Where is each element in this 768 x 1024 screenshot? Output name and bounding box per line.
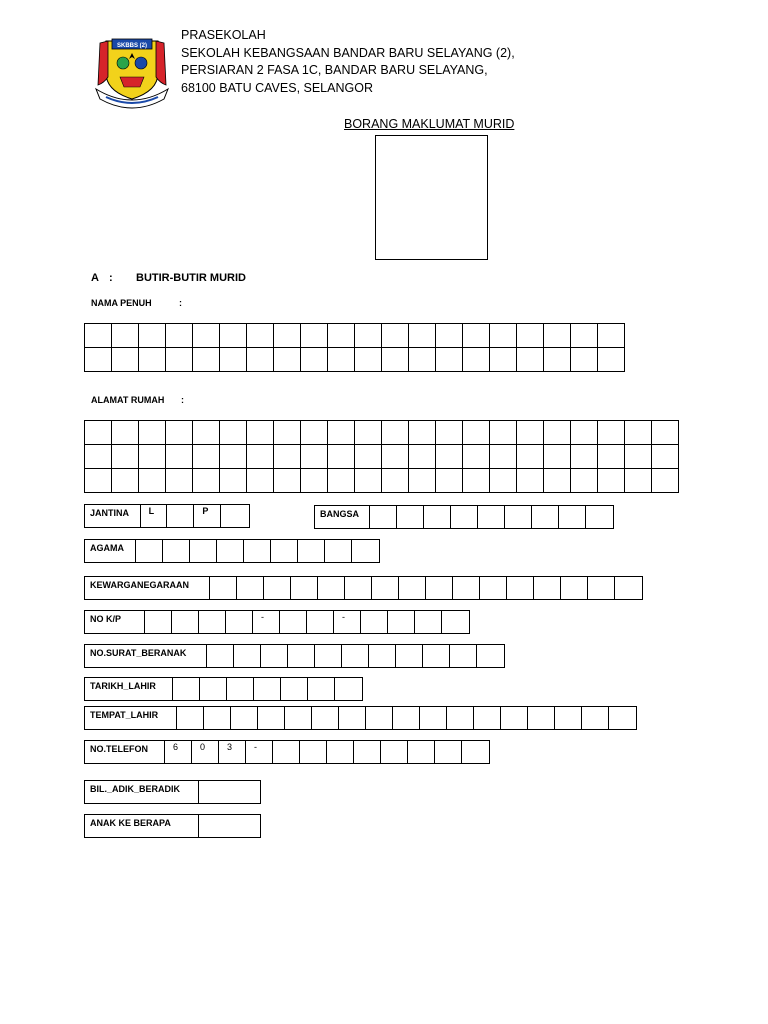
alamat-rumah-cell[interactable] (166, 421, 193, 445)
alamat-rumah-cell[interactable] (571, 421, 598, 445)
tarikh-lahir-box[interactable] (308, 678, 335, 700)
kewarganegaraan-box[interactable] (507, 577, 534, 599)
no-telefon-label: NO.TELEFON (85, 741, 165, 763)
alamat-rumah-cell[interactable] (220, 421, 247, 445)
bangsa-row (314, 505, 614, 529)
no-kp-box[interactable] (145, 611, 172, 633)
agama-box[interactable] (352, 540, 379, 562)
no-telefon-box[interactable]: 0 (192, 741, 219, 763)
alamat-rumah-cell[interactable] (355, 445, 382, 469)
nama-penuh-cell[interactable] (463, 324, 490, 348)
no-surat-beranak-box[interactable] (369, 645, 396, 667)
kewarganegaraan-box[interactable] (264, 577, 291, 599)
nama-penuh-cell[interactable] (85, 324, 112, 348)
nama-penuh-cell[interactable] (301, 324, 328, 348)
nama-penuh-label (91, 298, 182, 308)
alamat-rumah-cell[interactable] (382, 469, 409, 493)
no-surat-beranak-label: NO.SURAT_BERANAK (85, 645, 207, 667)
no-surat-beranak-box[interactable] (261, 645, 288, 667)
no-surat-beranak-row (84, 644, 505, 668)
alamat-rumah-cell[interactable] (598, 469, 625, 493)
nama-penuh-grid (84, 323, 625, 372)
no-surat-beranak-box[interactable] (288, 645, 315, 667)
section-letter: A (91, 272, 99, 284)
anak-ke-berapa-box[interactable] (199, 815, 260, 837)
alamat-rumah-cell[interactable] (139, 445, 166, 469)
alamat-rumah-cell[interactable] (85, 421, 112, 445)
no-kp-row (84, 610, 470, 634)
alamat-rumah-cell[interactable] (463, 421, 490, 445)
nama-penuh-cell[interactable] (517, 324, 544, 348)
kewarganegaraan-box[interactable] (345, 577, 372, 599)
kewarganegaraan-box[interactable] (291, 577, 318, 599)
bangsa-box[interactable] (451, 506, 478, 528)
alamat-rumah-cell[interactable] (409, 469, 436, 493)
nama-penuh-cell[interactable] (139, 348, 166, 372)
no-surat-beranak-box[interactable] (477, 645, 504, 667)
tarikh-lahir-box[interactable] (281, 678, 308, 700)
alamat-rumah-cell[interactable] (571, 445, 598, 469)
tempat-lahir-box[interactable] (609, 707, 636, 729)
no-telefon-box[interactable]: 6 (165, 741, 192, 763)
tarikh-lahir-box[interactable] (200, 678, 227, 700)
alamat-rumah-cell[interactable] (112, 445, 139, 469)
alamat-rumah-cell[interactable] (436, 469, 463, 493)
alamat-rumah-cell[interactable] (436, 445, 463, 469)
agama-box[interactable] (217, 540, 244, 562)
nama-penuh-cell[interactable] (490, 324, 517, 348)
tempat-lahir-box[interactable] (474, 707, 501, 729)
header-line-postcode: 68100 BATU CAVES, SELANGOR (181, 80, 373, 95)
nama-penuh-cell[interactable] (517, 348, 544, 372)
agama-label: AGAMA (85, 540, 136, 562)
nama-penuh-cell[interactable] (112, 324, 139, 348)
alamat-rumah-cell[interactable] (85, 469, 112, 493)
nama-penuh-colon: : (179, 298, 182, 308)
alamat-rumah-cell[interactable] (490, 445, 517, 469)
alamat-rumah-cell[interactable] (247, 469, 274, 493)
alamat-rumah-cell[interactable] (382, 445, 409, 469)
alamat-rumah-cell[interactable] (436, 421, 463, 445)
alamat-rumah-cell[interactable] (301, 469, 328, 493)
tarikh-lahir-box[interactable] (254, 678, 281, 700)
agama-box[interactable] (271, 540, 298, 562)
alamat-rumah-cell[interactable] (166, 445, 193, 469)
nama-penuh-cell[interactable] (328, 348, 355, 372)
nama-penuh-cell[interactable] (436, 348, 463, 372)
nama-penuh-cell[interactable] (463, 348, 490, 372)
tempat-lahir-box[interactable] (285, 707, 312, 729)
nama-penuh-cell[interactable] (409, 324, 436, 348)
nama-penuh-cell[interactable] (220, 324, 247, 348)
alamat-rumah-cell[interactable] (625, 469, 652, 493)
no-kp-box[interactable] (172, 611, 199, 633)
no-telefon-box[interactable] (273, 741, 300, 763)
nama-penuh-cell[interactable] (571, 324, 598, 348)
tempat-lahir-label: TEMPAT_LAHIR (85, 707, 177, 729)
alamat-rumah-cell[interactable] (544, 421, 571, 445)
nama-penuh-cell[interactable] (382, 324, 409, 348)
nama-penuh-cell[interactable] (382, 348, 409, 372)
alamat-rumah-cell[interactable] (517, 445, 544, 469)
tarikh-lahir-box[interactable] (335, 678, 362, 700)
agama-box[interactable] (325, 540, 352, 562)
header-line-program: PRASEKOLAH (181, 28, 266, 42)
bangsa-box[interactable] (424, 506, 451, 528)
nama-penuh-cell[interactable] (355, 348, 382, 372)
bangsa-box[interactable] (505, 506, 532, 528)
no-telefon-box[interactable] (408, 741, 435, 763)
kewarganegaraan-box[interactable] (399, 577, 426, 599)
alamat-rumah-cell[interactable] (598, 421, 625, 445)
bil-adik-beradik-label: BIL._ADIK_BERADIK (85, 781, 199, 803)
tempat-lahir-box[interactable] (528, 707, 555, 729)
alamat-rumah-cell[interactable] (301, 421, 328, 445)
alamat-rumah-cell[interactable] (328, 421, 355, 445)
alamat-rumah-cell[interactable] (652, 421, 679, 445)
alamat-rumah-cell[interactable] (517, 469, 544, 493)
alamat-rumah-cell[interactable] (355, 469, 382, 493)
alamat-rumah-cell[interactable] (193, 421, 220, 445)
jantina-l-box[interactable] (167, 505, 194, 527)
alamat-rumah-cell[interactable] (517, 421, 544, 445)
no-kp-box[interactable]: - (253, 611, 280, 633)
header-line-address: PERSIARAN 2 FASA 1C, BANDAR BARU SELAYANG, (181, 63, 488, 77)
tempat-lahir-box[interactable] (177, 707, 204, 729)
no-kp-label: NO K/P (85, 611, 145, 633)
no-kp-box[interactable] (199, 611, 226, 633)
nama-penuh-cell[interactable] (490, 348, 517, 372)
no-telefon-box[interactable] (435, 741, 462, 763)
kewarganegaraan-box[interactable] (237, 577, 264, 599)
alamat-rumah-cell[interactable] (463, 445, 490, 469)
alamat-rumah-cell[interactable] (139, 421, 166, 445)
bangsa-box[interactable] (559, 506, 586, 528)
no-surat-beranak-box[interactable] (423, 645, 450, 667)
no-telefon-box[interactable] (354, 741, 381, 763)
alamat-rumah-cell[interactable] (112, 469, 139, 493)
alamat-rumah-grid (84, 420, 679, 493)
tempat-lahir-box[interactable] (231, 707, 258, 729)
nama-penuh-cell[interactable] (247, 348, 274, 372)
kewarganegaraan-box[interactable] (426, 577, 453, 599)
kewarganegaraan-box[interactable] (534, 577, 561, 599)
nama-penuh-cell[interactable] (274, 324, 301, 348)
nama-penuh-cell[interactable] (436, 324, 463, 348)
alamat-rumah-cell[interactable] (85, 445, 112, 469)
alamat-rumah-cell[interactable] (274, 445, 301, 469)
nama-penuh-cell[interactable] (355, 324, 382, 348)
alamat-rumah-cell[interactable] (598, 445, 625, 469)
no-telefon-box[interactable]: - (246, 741, 273, 763)
bangsa-box[interactable] (397, 506, 424, 528)
no-surat-beranak-box[interactable] (342, 645, 369, 667)
kewarganegaraan-box[interactable] (615, 577, 642, 599)
anak-ke-berapa-label: ANAK KE BERAPA (85, 815, 199, 837)
kewarganegaraan-box[interactable] (453, 577, 480, 599)
nama-penuh-cell[interactable] (571, 348, 598, 372)
nama-penuh-cell[interactable] (409, 348, 436, 372)
jantina-label: JANTINA (85, 505, 141, 527)
nama-penuh-cell[interactable] (544, 348, 571, 372)
nama-penuh-cell[interactable] (598, 324, 625, 348)
alamat-rumah-cell[interactable] (247, 445, 274, 469)
agama-box[interactable] (163, 540, 190, 562)
alamat-rumah-cell[interactable] (328, 469, 355, 493)
bangsa-label: BANGSA (315, 506, 370, 528)
section-colon: : (109, 272, 113, 284)
bil-adik-beradik-box[interactable] (199, 781, 260, 803)
kewarganegaraan-box[interactable] (561, 577, 588, 599)
alamat-rumah-cell[interactable] (139, 469, 166, 493)
alamat-rumah-cell[interactable] (652, 445, 679, 469)
section-title: BUTIR-BUTIR MURID (136, 272, 246, 284)
nama-penuh-cell[interactable] (166, 348, 193, 372)
jantina-p-label: P (194, 505, 221, 527)
alamat-rumah-cell[interactable] (544, 469, 571, 493)
school-header (181, 27, 515, 97)
tarikh-lahir-row (84, 677, 363, 701)
alamat-rumah-cell[interactable] (112, 421, 139, 445)
bangsa-box[interactable] (532, 506, 559, 528)
alamat-rumah-cell[interactable] (220, 445, 247, 469)
no-surat-beranak-box[interactable] (234, 645, 261, 667)
alamat-rumah-cell[interactable] (490, 469, 517, 493)
no-kp-box[interactable]: - (334, 611, 361, 633)
form-title: BORANG MAKLUMAT MURID (344, 117, 515, 131)
logo-badge-text: SKBBS (2) (116, 43, 148, 49)
nama-penuh-cell[interactable] (328, 324, 355, 348)
tempat-lahir-box[interactable] (555, 707, 582, 729)
jantina-l-label: L (141, 505, 168, 527)
alamat-rumah-cell[interactable] (274, 469, 301, 493)
alamat-rumah-colon: : (181, 395, 184, 405)
jantina-row (84, 504, 250, 528)
tempat-lahir-box[interactable] (420, 707, 447, 729)
nama-penuh-cell[interactable] (85, 348, 112, 372)
nama-penuh-cell[interactable] (220, 348, 247, 372)
alamat-rumah-label (91, 395, 184, 405)
alamat-rumah-cell[interactable] (625, 445, 652, 469)
kewarganegaraan-box[interactable] (372, 577, 399, 599)
alamat-rumah-cell[interactable] (490, 421, 517, 445)
agama-row (84, 539, 380, 563)
alamat-rumah-cell[interactable] (544, 445, 571, 469)
tarikh-lahir-box[interactable] (227, 678, 254, 700)
jantina-p-box[interactable] (221, 505, 249, 527)
tempat-lahir-box[interactable] (447, 707, 474, 729)
alamat-rumah-cell[interactable] (193, 469, 220, 493)
alamat-rumah-text: ALAMAT RUMAH (91, 395, 165, 405)
no-telefon-box[interactable] (381, 741, 408, 763)
tempat-lahir-box[interactable] (501, 707, 528, 729)
tempat-lahir-row (84, 706, 637, 730)
bil-adik-beradik-row (84, 780, 261, 804)
tarikh-lahir-box[interactable] (173, 678, 200, 700)
alamat-rumah-cell[interactable] (247, 421, 274, 445)
no-telefon-box[interactable] (300, 741, 327, 763)
kewarganegaraan-box[interactable] (480, 577, 507, 599)
kewarganegaraan-box[interactable] (588, 577, 615, 599)
nama-penuh-cell[interactable] (274, 348, 301, 372)
photo-box[interactable] (375, 135, 488, 260)
kewarganegaraan-box[interactable] (318, 577, 345, 599)
tempat-lahir-box[interactable] (204, 707, 231, 729)
anak-ke-berapa-row (84, 814, 261, 838)
tarikh-lahir-label: TARIKH_LAHIR (85, 678, 173, 700)
no-telefon-box[interactable] (327, 741, 354, 763)
alamat-rumah-cell[interactable] (328, 445, 355, 469)
bangsa-box[interactable] (370, 506, 397, 528)
school-logo (92, 33, 172, 109)
alamat-rumah-cell[interactable] (355, 421, 382, 445)
tempat-lahir-box[interactable] (582, 707, 609, 729)
no-kp-box[interactable] (307, 611, 334, 633)
alamat-rumah-cell[interactable] (625, 421, 652, 445)
alamat-rumah-cell[interactable] (652, 469, 679, 493)
nama-penuh-cell[interactable] (193, 324, 220, 348)
agama-box[interactable] (136, 540, 163, 562)
kewarganegaraan-row (84, 576, 643, 600)
tempat-lahir-box[interactable] (393, 707, 420, 729)
alamat-rumah-cell[interactable] (382, 421, 409, 445)
agama-box[interactable] (298, 540, 325, 562)
kewarganegaraan-box[interactable] (210, 577, 237, 599)
no-telefon-row (84, 740, 490, 764)
no-kp-box[interactable] (280, 611, 307, 633)
nama-penuh-cell[interactable] (193, 348, 220, 372)
no-kp-box[interactable] (226, 611, 253, 633)
agama-box[interactable] (190, 540, 217, 562)
nama-penuh-cell[interactable] (112, 348, 139, 372)
nama-penuh-cell[interactable] (166, 324, 193, 348)
tempat-lahir-box[interactable] (339, 707, 366, 729)
no-surat-beranak-box[interactable] (207, 645, 234, 667)
no-kp-box[interactable] (361, 611, 388, 633)
no-kp-box[interactable] (388, 611, 415, 633)
no-surat-beranak-box[interactable] (450, 645, 477, 667)
alamat-rumah-cell[interactable] (193, 445, 220, 469)
nama-penuh-cell[interactable] (301, 348, 328, 372)
kewarganegaraan-label: KEWARGANEGARAAN (85, 577, 210, 599)
no-surat-beranak-box[interactable] (396, 645, 423, 667)
nama-penuh-cell[interactable] (139, 324, 166, 348)
bangsa-box[interactable] (478, 506, 505, 528)
tempat-lahir-box[interactable] (258, 707, 285, 729)
agama-box[interactable] (244, 540, 271, 562)
bangsa-box[interactable] (586, 506, 613, 528)
nama-penuh-cell[interactable] (247, 324, 274, 348)
alamat-rumah-cell[interactable] (409, 445, 436, 469)
alamat-rumah-cell[interactable] (166, 469, 193, 493)
no-kp-box[interactable] (415, 611, 442, 633)
alamat-rumah-cell[interactable] (301, 445, 328, 469)
tempat-lahir-box[interactable] (366, 707, 393, 729)
no-telefon-box[interactable] (462, 741, 489, 763)
no-surat-beranak-box[interactable] (315, 645, 342, 667)
no-kp-box[interactable] (442, 611, 469, 633)
nama-penuh-text: NAMA PENUH (91, 298, 152, 308)
tempat-lahir-box[interactable] (312, 707, 339, 729)
no-telefon-box[interactable]: 3 (219, 741, 246, 763)
nama-penuh-cell[interactable] (544, 324, 571, 348)
header-line-school-name: SEKOLAH KEBANGSAAN BANDAR BARU SELAYANG (2), (181, 45, 515, 60)
alamat-rumah-cell[interactable] (409, 421, 436, 445)
nama-penuh-cell[interactable] (598, 348, 625, 372)
alamat-rumah-cell[interactable] (220, 469, 247, 493)
alamat-rumah-cell[interactable] (463, 469, 490, 493)
alamat-rumah-cell[interactable] (571, 469, 598, 493)
alamat-rumah-cell[interactable] (274, 421, 301, 445)
